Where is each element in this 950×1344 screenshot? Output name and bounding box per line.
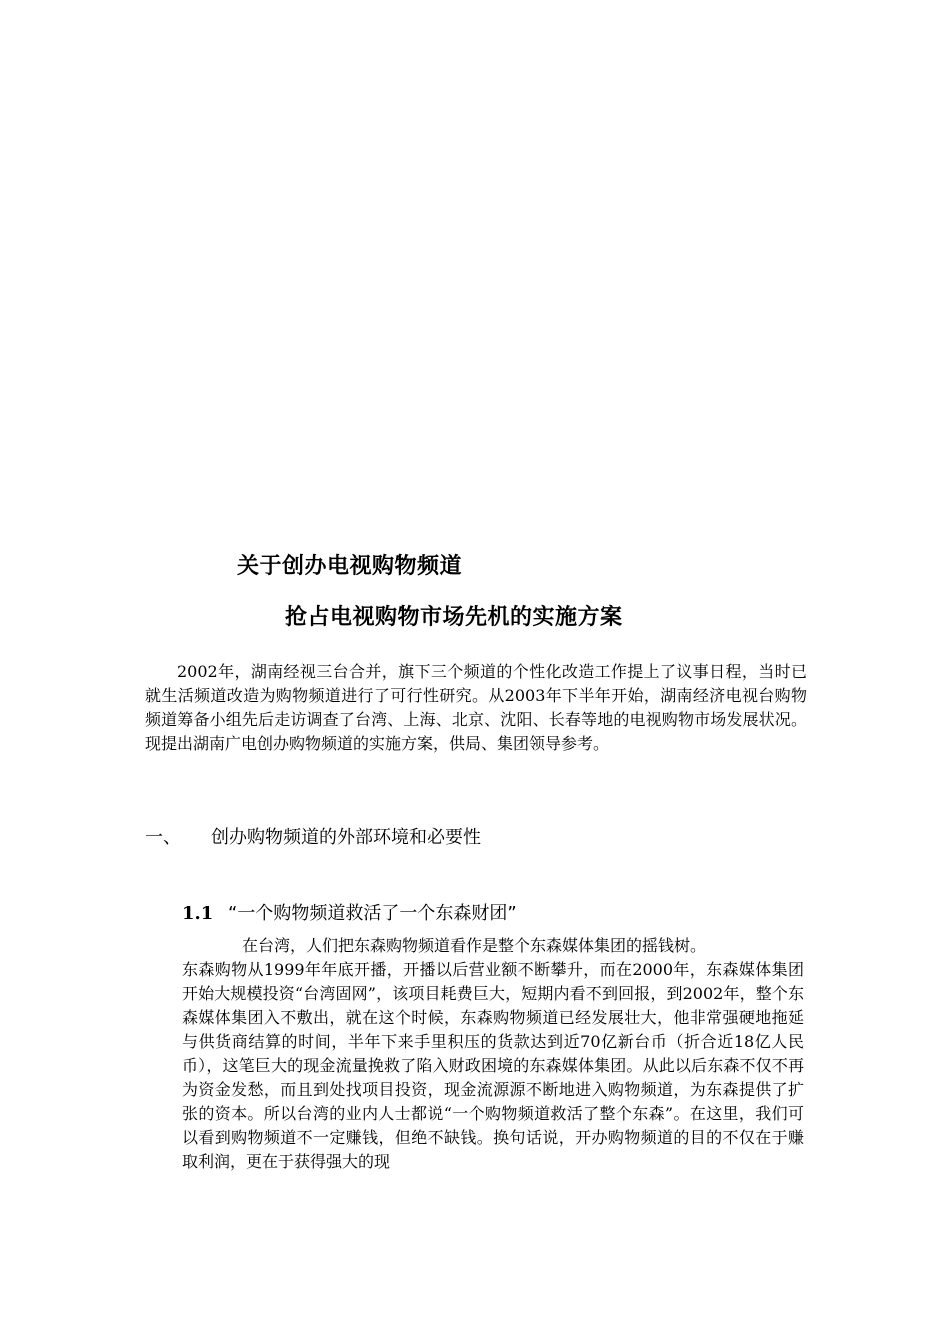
subsection-title: “一个购物频道救活了一个东森财团” [228,903,517,924]
body-paragraph: 东森购物从1999年年底开播，开播以后营业额不断攀升，而在2000年，东森媒体集团开始大规模投资“台湾固网”，该项目耗费巨大，短期内看不到回报，到2002年，整个东森媒体集团入不敷出，就在这个时候，东森购物频道已经发展壮大，他非常强硬地拖延与供货商结算的时间，半年下来手里积压的货款达到近70亿新台币（折合近18亿人民币），这笔巨大的现金流量挽救了陷入财政困境的东森媒体集团。从此以后东森不仅不再为资金发愁，而且到处找项目投资，现金流源源不断地进入购物频道，为东森提供了扩张的资本。所以台湾的业内人士都说“一个购物频道救活了整个东森”。在这里，我们可以看到购物频道不一定赚钱，但绝不缺钱。换句话说，开办购物频道的目的不仅在于赚取利润，更在于获得强大的现 [182,960,804,1171]
section-heading-1 [145,823,481,849]
section-number: 一、 [145,827,181,848]
body-paragraph-lead: 在台湾，人们把东森购物频道看作是整个东森媒体集团的摇钱树。 [242,936,707,955]
intro-paragraph: 2002年，湖南经视三台合并，旗下三个频道的个性化改造工作提上了议事日程，当时已就生活频道改造为购物频道进行了可行性研究。从2003年下半年开始，湖南经济电视台购物频道筹备小组先后走访调查了台湾、上海、北京、沈阳、长春等地的电视购物市场发展状况。现提出湖南广电创办购物频道的实施方案，供局、集团领导参考。 [145,662,807,753]
subsection-number: 1.1 [182,903,214,924]
document-title-line1: 关于创办电视购物频道 [237,554,463,579]
section-title: 创办购物频道的外部环境和必要性 [211,827,481,848]
document-title-line2: 抢占电视购物市场先机的实施方案 [285,605,623,630]
subsection-heading-1-1 [182,899,517,925]
